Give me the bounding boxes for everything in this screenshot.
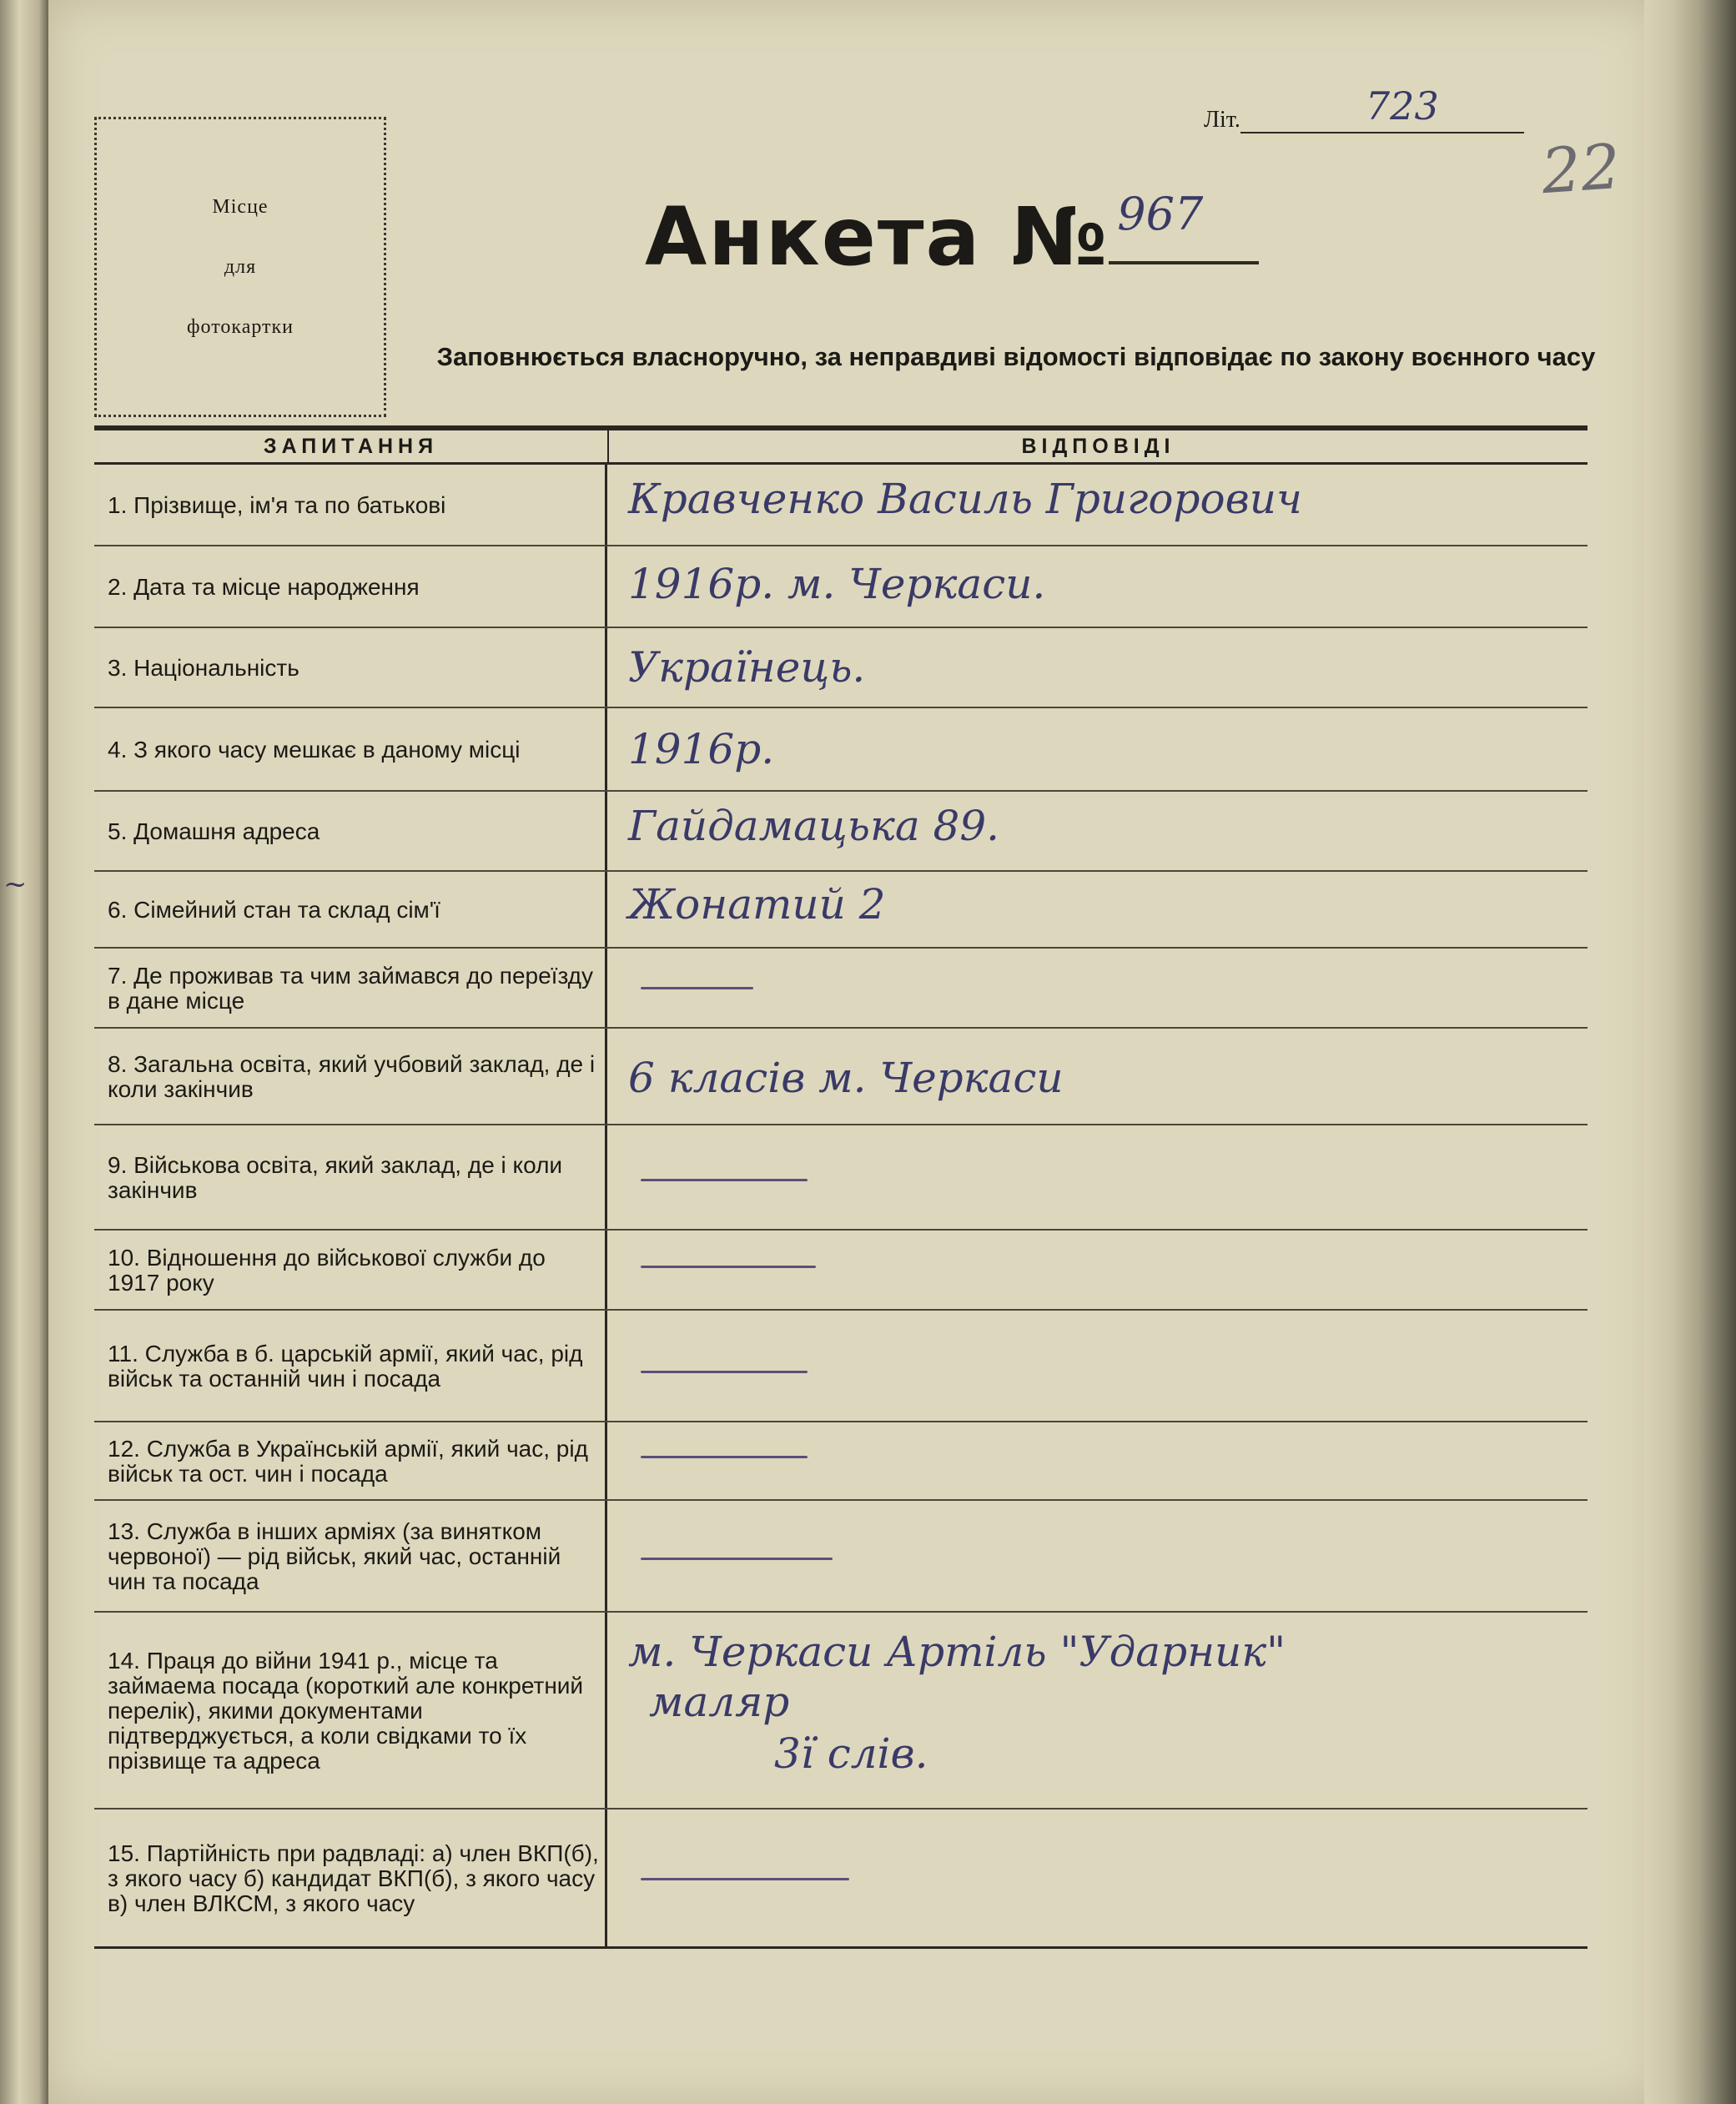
table-row (94, 546, 1588, 628)
question-label: 11. Служба в б. царській армії, який час, рід військ та останній чин і посада (94, 1311, 607, 1421)
answer-text-line2: маляр (649, 1678, 790, 1726)
table-row (94, 949, 1588, 1029)
empty-answer-dash (641, 1179, 808, 1181)
answer-cell (607, 872, 1588, 947)
answer-text-line3: 3ї слів. (774, 1729, 928, 1778)
lit-label: Літ. (1204, 107, 1240, 133)
answer-text: 1916р. м. Черкаси. (628, 560, 1046, 608)
lit-field (1204, 83, 1533, 133)
question-label: 4. З якого часу мешкає в даному місці (94, 708, 607, 790)
lit-line (1240, 83, 1524, 133)
answer-cell (607, 546, 1588, 627)
table-row (94, 1810, 1588, 1946)
question-label: 6. Сімейний стан та склад сім'ї (94, 872, 607, 947)
answer-cell (607, 1231, 1588, 1309)
form-title-text: Анкета № (645, 190, 1110, 284)
question-label: 7. Де проживав та чим займався до переїзду в дане місце (94, 949, 607, 1027)
photo-label-line3: фотокартки (186, 316, 294, 338)
answer-text: 6 класів м. Черкаси (628, 1054, 1064, 1102)
answer-cell (607, 1029, 1588, 1124)
table-row (94, 708, 1588, 792)
form-number-line (1109, 188, 1259, 264)
table-row (94, 1422, 1588, 1501)
table-row (94, 628, 1588, 708)
answer-cell (607, 1125, 1588, 1229)
form-table (94, 425, 1588, 1949)
question-label: 5. Домашня адреса (94, 792, 607, 870)
table-row (94, 1613, 1588, 1810)
table-row (94, 1125, 1588, 1231)
photo-label-line1: Місце (212, 196, 269, 218)
form-title (645, 190, 1396, 284)
answer-cell (607, 792, 1588, 870)
answer-cell (607, 1501, 1588, 1611)
question-label: 12. Служба в Українській армії, який час, рід військ та ост. чин і посада (94, 1422, 607, 1499)
form-number: 967 (1117, 188, 1204, 240)
question-label: 9. Військова освіта, який заклад, де і коли закінчив (94, 1125, 607, 1229)
table-row (94, 872, 1588, 949)
photo-label-line2: для (224, 256, 257, 278)
question-label: 10. Відношення до військової служби до 1917 року (94, 1231, 607, 1309)
answer-cell (607, 708, 1588, 790)
question-label: 3. Національність (94, 628, 607, 707)
answer-text: Українець. (628, 643, 866, 692)
answer-cell (607, 465, 1588, 545)
right-page-edge (1644, 0, 1736, 2104)
table-row (94, 792, 1588, 872)
question-label: 13. Служба в інших арміях (за винятком червоної) — рід військ, який час, останній чин та посада (94, 1501, 607, 1611)
answer-cell (607, 1311, 1588, 1421)
question-label: 2. Дата та місце народження (94, 546, 607, 627)
archive-page-number: 22 (1539, 130, 1623, 209)
answer-cell (607, 1422, 1588, 1499)
table-row (94, 1231, 1588, 1311)
empty-answer-dash (641, 1371, 808, 1373)
table-row (94, 1311, 1588, 1422)
empty-answer-dash (641, 1558, 833, 1560)
question-label: 15. Партійність при радвладі: а) член ВКП(б), з якого часу б) кандидат ВКП(б), з якого часу в) член ВЛКСМ, з якого часу (94, 1810, 607, 1946)
table-row (94, 1029, 1588, 1125)
photo-placeholder-box (94, 117, 386, 417)
table-header (94, 430, 1588, 465)
empty-answer-dash (641, 1266, 816, 1268)
table-row (94, 465, 1588, 546)
form-subtitle: Заповнюється власноручно, за неправдиві відомості відповідає по закону воєнного часу (436, 342, 1596, 371)
question-label: 8. Загальна освіта, який учбовий заклад, де і коли закінчив (94, 1029, 607, 1124)
question-label: 14. Праця до війни 1941 р., місце та займаема посада (короткий але конкретний перелік), якими документами підтверджується, а коли свідками то їх прізвище та адреса (94, 1613, 607, 1808)
answer-cell (607, 1810, 1588, 1946)
left-page-edge (0, 0, 48, 2104)
answer-text: Гайдамацька 89. (628, 802, 1000, 850)
lit-value: 723 (1365, 83, 1439, 128)
answer-cell (607, 1613, 1588, 1808)
empty-answer-dash (641, 987, 753, 989)
answer-text-line1: м. Черкаси Артіль "Ударник" (628, 1628, 1286, 1676)
answer-cell (607, 949, 1588, 1027)
questions-header: ЗАПИТАННЯ (94, 430, 609, 462)
answer-cell (607, 628, 1588, 707)
empty-answer-dash (641, 1456, 808, 1458)
answer-text: 1916р. (628, 725, 775, 773)
answers-header: ВІДПОВІДІ (1021, 435, 1175, 458)
answer-text: Жонатий 2 (628, 880, 886, 929)
questionnaire-sheet (48, 0, 1658, 2104)
table-row (94, 1501, 1588, 1613)
answer-text: Кравченко Василь Григорович (628, 475, 1303, 523)
margin-scribble: ~ (3, 868, 28, 901)
empty-answer-dash (641, 1878, 849, 1880)
question-label: 1. Прізвище, ім'я та по батькові (94, 465, 607, 545)
